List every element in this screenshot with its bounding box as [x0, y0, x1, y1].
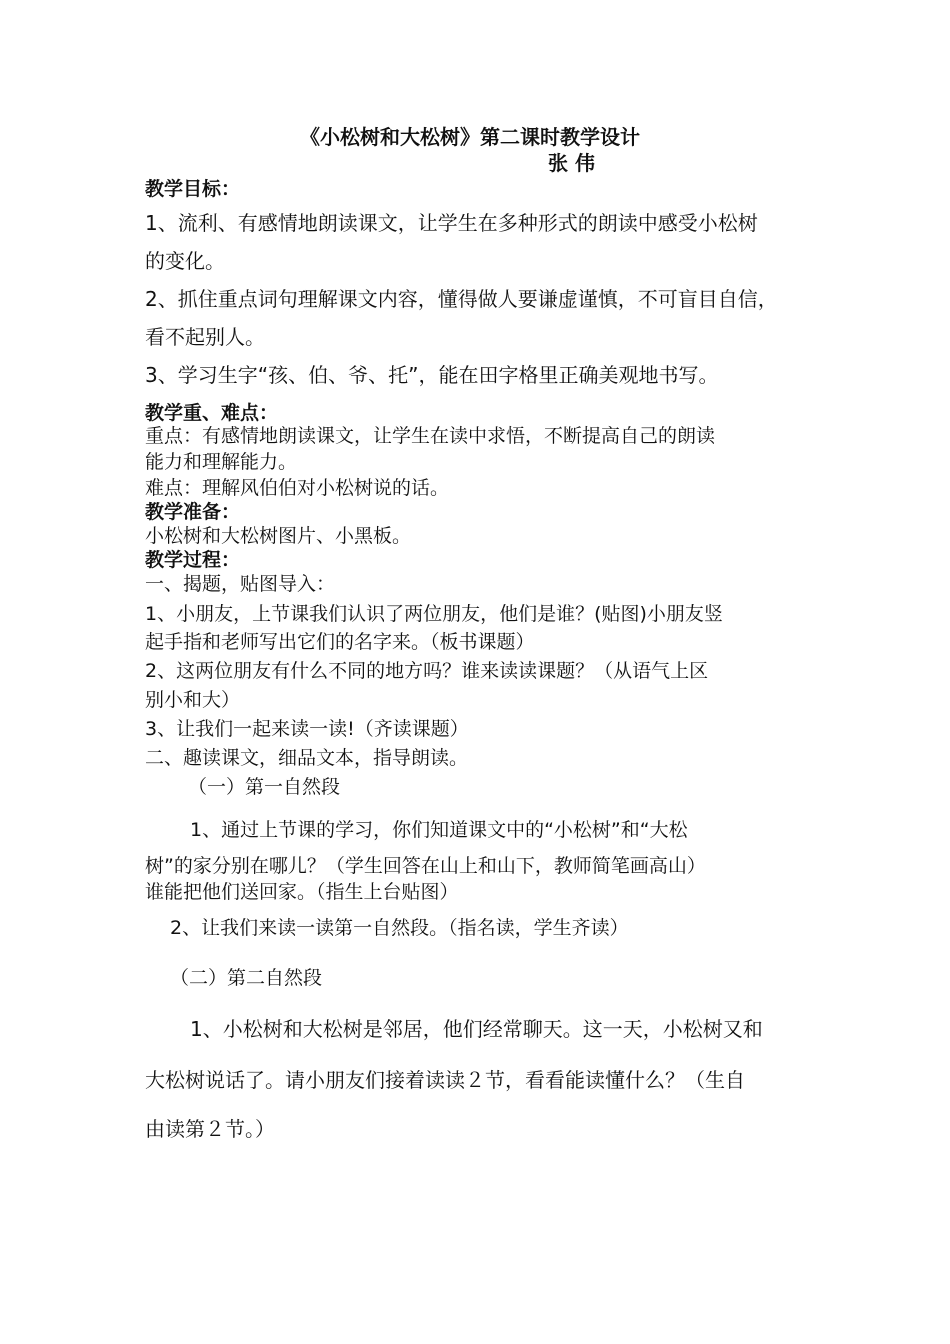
- preparation-heading: 教学准备：: [145, 501, 241, 523]
- section-1-item-2: 2、让我们来读一读第一自然段。（指名读，学生齐读）: [170, 917, 629, 939]
- section-2-heading: （二）第二自然段: [170, 967, 323, 989]
- goal-2-line-1: 2、抓住重点词句理解课文内容，懂得做人要谦虚谨慎，不可盲目自信，: [145, 287, 778, 311]
- step-1-item-2-line-2: 别小和大）: [145, 689, 241, 711]
- difficult-point: 难点：理解风伯伯对小松树说的话。: [145, 477, 450, 499]
- step-1-item-3: 3、让我们一起来读一读!（齐读课题）: [145, 718, 469, 740]
- step-1-item-2-line-1: 2、这两位朋友有什么不同的地方吗？谁来读读课题？（从语气上区: [145, 660, 709, 682]
- section-1-item-1-line-2: 树”的家分别在哪儿？（学生回答在山上和山下，教师简笔画高山）: [145, 855, 706, 877]
- goal-3: 3、学习生字“孩、伯、爷、托”，能在田字格里正确美观地书写。: [145, 363, 719, 387]
- section-1-heading: （一）第一自然段: [188, 776, 341, 798]
- document-title: 《小松树和大松树》第二课时教学设计: [300, 125, 640, 149]
- key-point-line-2: 能力和理解能力。: [145, 451, 298, 473]
- section-2-item-1-line-3: 由读第２节。）: [145, 1117, 275, 1141]
- key-point-line-1: 重点：有感情地朗读课文，让学生在读中求悟，不断提高自己的朗读: [145, 425, 716, 447]
- section-1-item-1-line-1: 1、通过上节课的学习，你们知道课文中的“小松树”和“大松: [190, 819, 688, 841]
- preparation-text: 小松树和大松树图片、小黑板。: [145, 525, 412, 547]
- process-step-1: 一、揭题，贴图导入：: [145, 573, 336, 595]
- section-2-item-1-line-1: 1、小松树和大松树是邻居，他们经常聊天。这一天，小松树又和: [190, 1017, 763, 1041]
- goals-heading: 教学目标：: [145, 178, 241, 200]
- step-1-item-1-line-2: 起手指和老师写出它们的名字来。（板书课题）: [145, 631, 535, 653]
- section-1-item-1-line-3: 谁能把他们送回家。（指生上台贴图）: [145, 881, 459, 903]
- author-name: 张 伟: [548, 151, 595, 175]
- goal-1-line-1: 1、流利、有感情地朗读课文，让学生在多种形式的朗读中感受小松树: [145, 211, 758, 235]
- goal-1-line-2: 的变化。: [145, 249, 225, 273]
- step-1-item-1-line-1: 1、小朋友，上节课我们认识了两位朋友，他们是谁？(贴图)小朋友竖: [145, 603, 723, 625]
- process-heading: 教学过程：: [145, 549, 241, 571]
- goal-2-line-2: 看不起别人。: [145, 325, 265, 349]
- process-step-2: 二、趣读课文，细品文本，指导朗读。: [145, 747, 469, 769]
- key-points-heading: 教学重、难点：: [145, 402, 279, 424]
- section-2-item-1-line-2: 大松树说话了。请小朋友们接着读读２节，看看能读懂什么？（生自: [145, 1068, 745, 1092]
